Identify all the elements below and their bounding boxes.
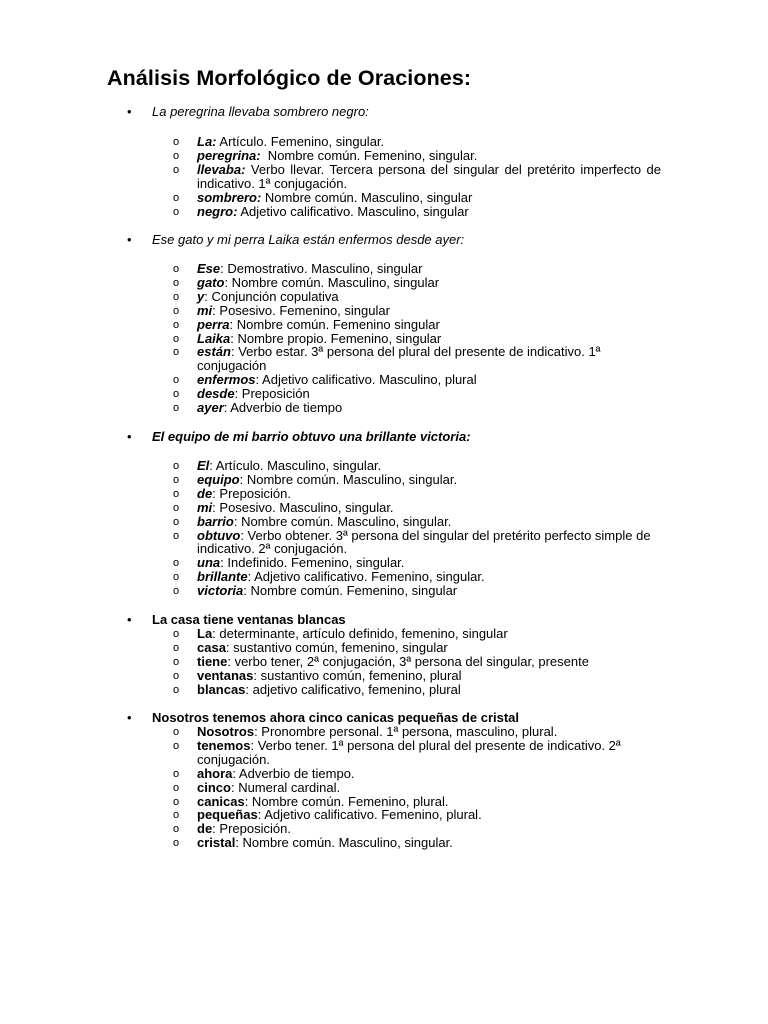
word-analysis: Verbo llevar. Tercera persona del singular del pretérito imperfecto de indicativo. 1ª conjugación. [197, 161, 661, 191]
list-item [0, 135, 768, 149]
word-analysis: : adjetivo calificativo, femenino, plural [245, 681, 461, 697]
sentence-heading: El equipo de mi barrio obtuvo una brillante victoria: [152, 429, 471, 444]
sub-bullet-icon: o [173, 515, 180, 528]
word-analysis: : Nombre común. Femenino, plural. [244, 793, 449, 809]
word-analysis: : Nombre común. Masculino, singular. [235, 835, 453, 851]
word-term: ayer [197, 400, 224, 416]
word-term: mi [197, 499, 213, 515]
word-term: mi [197, 302, 213, 318]
word-analysis: : Nombre común. Masculino, singular [224, 274, 440, 290]
word-term: Nosotros [197, 724, 255, 739]
word-list [0, 725, 768, 850]
word-term: victoria [197, 583, 244, 599]
word-term: sombrero: [197, 189, 262, 205]
sub-bullet-icon: o [173, 136, 180, 148]
sub-bullet-icon: o [173, 726, 180, 738]
word-term: negro: [197, 203, 238, 219]
list-item [0, 459, 768, 473]
sub-bullet-icon: o [173, 809, 180, 822]
word-analysis: : Adverbio de tiempo. [232, 765, 355, 781]
sub-bullet-icon: o [173, 628, 180, 640]
list-item [0, 683, 768, 697]
word-term: están [197, 344, 231, 360]
word-analysis: : Nombre común. Masculino, singular. [239, 471, 458, 487]
word-analysis: : Verbo tener. 1ª persona del plural del presente de indicativo. 2ª conjugación. [197, 737, 621, 767]
list-item [0, 304, 768, 318]
sub-bullet-icon: o [173, 795, 180, 808]
list-item [0, 387, 768, 401]
sentence-heading: La casa tiene ventanas blancas [152, 612, 346, 627]
word-term: una [197, 555, 221, 571]
list-item [0, 781, 768, 795]
word-analysis: : Posesivo. Femenino, singular [212, 302, 390, 318]
list-item [0, 373, 768, 387]
list-item [0, 163, 768, 191]
list-item [0, 836, 768, 850]
sub-bullet-icon: o [173, 460, 180, 472]
list-item [0, 332, 768, 346]
word-term: de [197, 821, 213, 837]
word-analysis: : Nombre común. Femenino, singular [243, 583, 458, 599]
word-analysis: Artículo. Femenino, singular. [216, 134, 385, 149]
sentence-heading: La peregrina llevaba sombrero negro: [152, 104, 369, 119]
word-analysis: : Indefinido. Femenino, singular. [220, 555, 405, 571]
word-term: brillante [197, 569, 248, 585]
list-item [0, 655, 768, 669]
sub-bullet-icon: o [173, 290, 180, 303]
list-item [0, 487, 768, 501]
list-item [0, 584, 768, 598]
word-analysis: : Adjetivo calificativo. Femenino, singular. [247, 569, 485, 585]
word-analysis: : Demostrativo. Masculino, singular [220, 261, 423, 276]
word-term: y [197, 288, 205, 304]
bullet-icon: • [127, 612, 132, 627]
word-analysis: : Verbo estar. 3ª persona del plural del presente de indicativo. 1ª conjugación [197, 344, 601, 374]
sentence-heading: Nosotros tenemos ahora cinco canicas pequeñas de cristal [152, 710, 520, 725]
list-item [0, 641, 768, 655]
sub-bullet-icon: o [173, 683, 180, 696]
list-item [0, 822, 768, 836]
sub-bullet-icon: o [173, 191, 180, 204]
sub-bullet-icon: o [173, 318, 180, 331]
sub-bullet-icon: o [173, 263, 180, 275]
sub-bullet-icon: o [173, 767, 180, 780]
sub-bullet-icon: o [173, 374, 180, 387]
word-term: Ese [197, 261, 221, 276]
list-item [0, 318, 768, 332]
sub-bullet-icon: o [173, 571, 180, 584]
word-analysis: Adjetivo calificativo. Masculino, singular [237, 203, 469, 219]
bullet-icon: • [127, 232, 132, 247]
sub-bullet-icon: o [173, 823, 180, 836]
word-term: canicas [197, 793, 245, 809]
word-analysis: : Adjetivo calificativo. Masculino, plural [255, 372, 477, 388]
word-term: cristal [197, 835, 236, 851]
word-term: barrio [197, 513, 234, 529]
list-item [0, 570, 768, 584]
word-term: equipo [197, 471, 240, 487]
word-analysis: : Numeral cardinal. [230, 779, 341, 795]
word-analysis: : Nombre común. Masculino, singular. [233, 513, 452, 529]
sub-bullet-icon: o [173, 332, 180, 345]
sub-bullet-icon: o [173, 163, 180, 176]
list-item [0, 808, 768, 822]
list-item [0, 767, 768, 781]
word-term: pequeñas [197, 807, 258, 823]
sentence-heading: Ese gato y mi perra Laika están enfermos desde ayer: [152, 232, 465, 247]
list-item [0, 556, 768, 570]
list-item [0, 739, 768, 767]
word-analysis: : verbo tener, 2ª conjugación, 3ª persona del singular, presente [227, 653, 589, 669]
word-analysis: : Adjetivo calificativo. Femenino, plural. [257, 807, 482, 823]
word-analysis: : Conjunción copulativa [204, 288, 339, 304]
word-analysis: Nombre común. Masculino, singular [261, 189, 473, 205]
word-term: La [197, 626, 213, 641]
sub-bullet-icon: o [173, 557, 180, 570]
word-term: obtuvo [197, 527, 241, 543]
word-term: de [197, 485, 213, 501]
word-list [0, 459, 768, 598]
word-analysis: : Adverbio de tiempo [223, 400, 343, 416]
word-term: gato [197, 274, 225, 290]
sub-bullet-icon: o [173, 149, 180, 162]
word-term: El [197, 458, 210, 473]
word-term: tenemos [197, 737, 251, 753]
list-item [0, 401, 768, 415]
word-term: casa [197, 639, 226, 655]
sub-bullet-icon: o [173, 837, 180, 850]
word-analysis: : Posesivo. Masculino, singular. [212, 499, 394, 515]
sub-bullet-icon: o [173, 655, 180, 668]
sub-bullet-icon: o [173, 501, 180, 514]
word-analysis: : determinante, artículo definido, femenino, singular [212, 626, 508, 641]
word-term: cinco [197, 779, 231, 795]
page-title: Análisis Morfológico de Oraciones: [107, 66, 472, 90]
word-term: La: [197, 134, 217, 149]
word-analysis: : Pronombre personal. 1ª persona, masculino, plural. [254, 724, 558, 739]
word-list [0, 262, 768, 415]
sub-bullet-icon: o [173, 529, 180, 542]
sub-bullet-icon: o [173, 346, 180, 359]
list-item [0, 669, 768, 683]
word-analysis: : Preposición. [212, 485, 291, 501]
word-list [0, 627, 768, 697]
word-analysis: : Preposición [234, 386, 310, 402]
word-list [0, 135, 768, 218]
bullet-icon: • [127, 429, 132, 444]
word-term: peregrina: [197, 147, 261, 163]
list-item [0, 262, 768, 276]
sub-bullet-icon: o [173, 402, 180, 415]
sub-bullet-icon: o [173, 641, 180, 654]
word-term: desde [197, 386, 235, 402]
sub-bullet-icon: o [173, 669, 180, 682]
sub-bullet-icon: o [173, 585, 180, 598]
word-term: ahora [197, 765, 233, 781]
sub-bullet-icon: o [173, 276, 180, 289]
list-item [0, 205, 768, 219]
word-analysis: : sustantivo común, femenino, plural [253, 667, 462, 683]
list-item [0, 276, 768, 290]
word-term: enfermos [197, 372, 256, 388]
list-item [0, 501, 768, 515]
list-item [0, 725, 768, 739]
sub-bullet-icon: o [173, 388, 180, 401]
word-term: tiene [197, 653, 228, 669]
sub-bullet-icon: o [173, 487, 180, 500]
word-analysis: : Nombre propio. Femenino, singular [230, 330, 442, 346]
sub-bullet-icon: o [173, 205, 180, 218]
bullet-icon: • [127, 104, 132, 119]
list-item [0, 529, 768, 557]
sub-bullet-icon: o [173, 473, 180, 486]
word-analysis: : Nombre común. Femenino singular [229, 316, 440, 332]
sub-bullet-icon: o [173, 739, 180, 752]
word-term: Laika [197, 330, 231, 346]
word-analysis: : sustantivo común, femenino, singular [225, 639, 448, 655]
word-term: ventanas [197, 667, 254, 683]
sub-bullet-icon: o [173, 781, 180, 794]
list-item [0, 345, 768, 373]
list-item [0, 473, 768, 487]
sub-bullet-icon: o [173, 304, 180, 317]
word-analysis: Nombre común. Femenino, singular. [260, 147, 478, 163]
list-item [0, 191, 768, 205]
word-analysis: : Artículo. Masculino, singular. [209, 458, 382, 473]
word-term: blancas [197, 681, 246, 697]
word-analysis: : Verbo obtener. 3ª persona del singular del pretérito perfecto simple de indicativo. 2ª conjugación. [197, 527, 651, 557]
bullet-icon: • [127, 710, 132, 725]
list-item [0, 149, 768, 163]
list-item [0, 515, 768, 529]
word-term: perra [197, 316, 230, 332]
word-analysis: : Preposición. [212, 821, 291, 837]
word-term: llevaba: [197, 161, 246, 177]
list-item [0, 795, 768, 809]
list-item [0, 627, 768, 641]
list-item [0, 290, 768, 304]
